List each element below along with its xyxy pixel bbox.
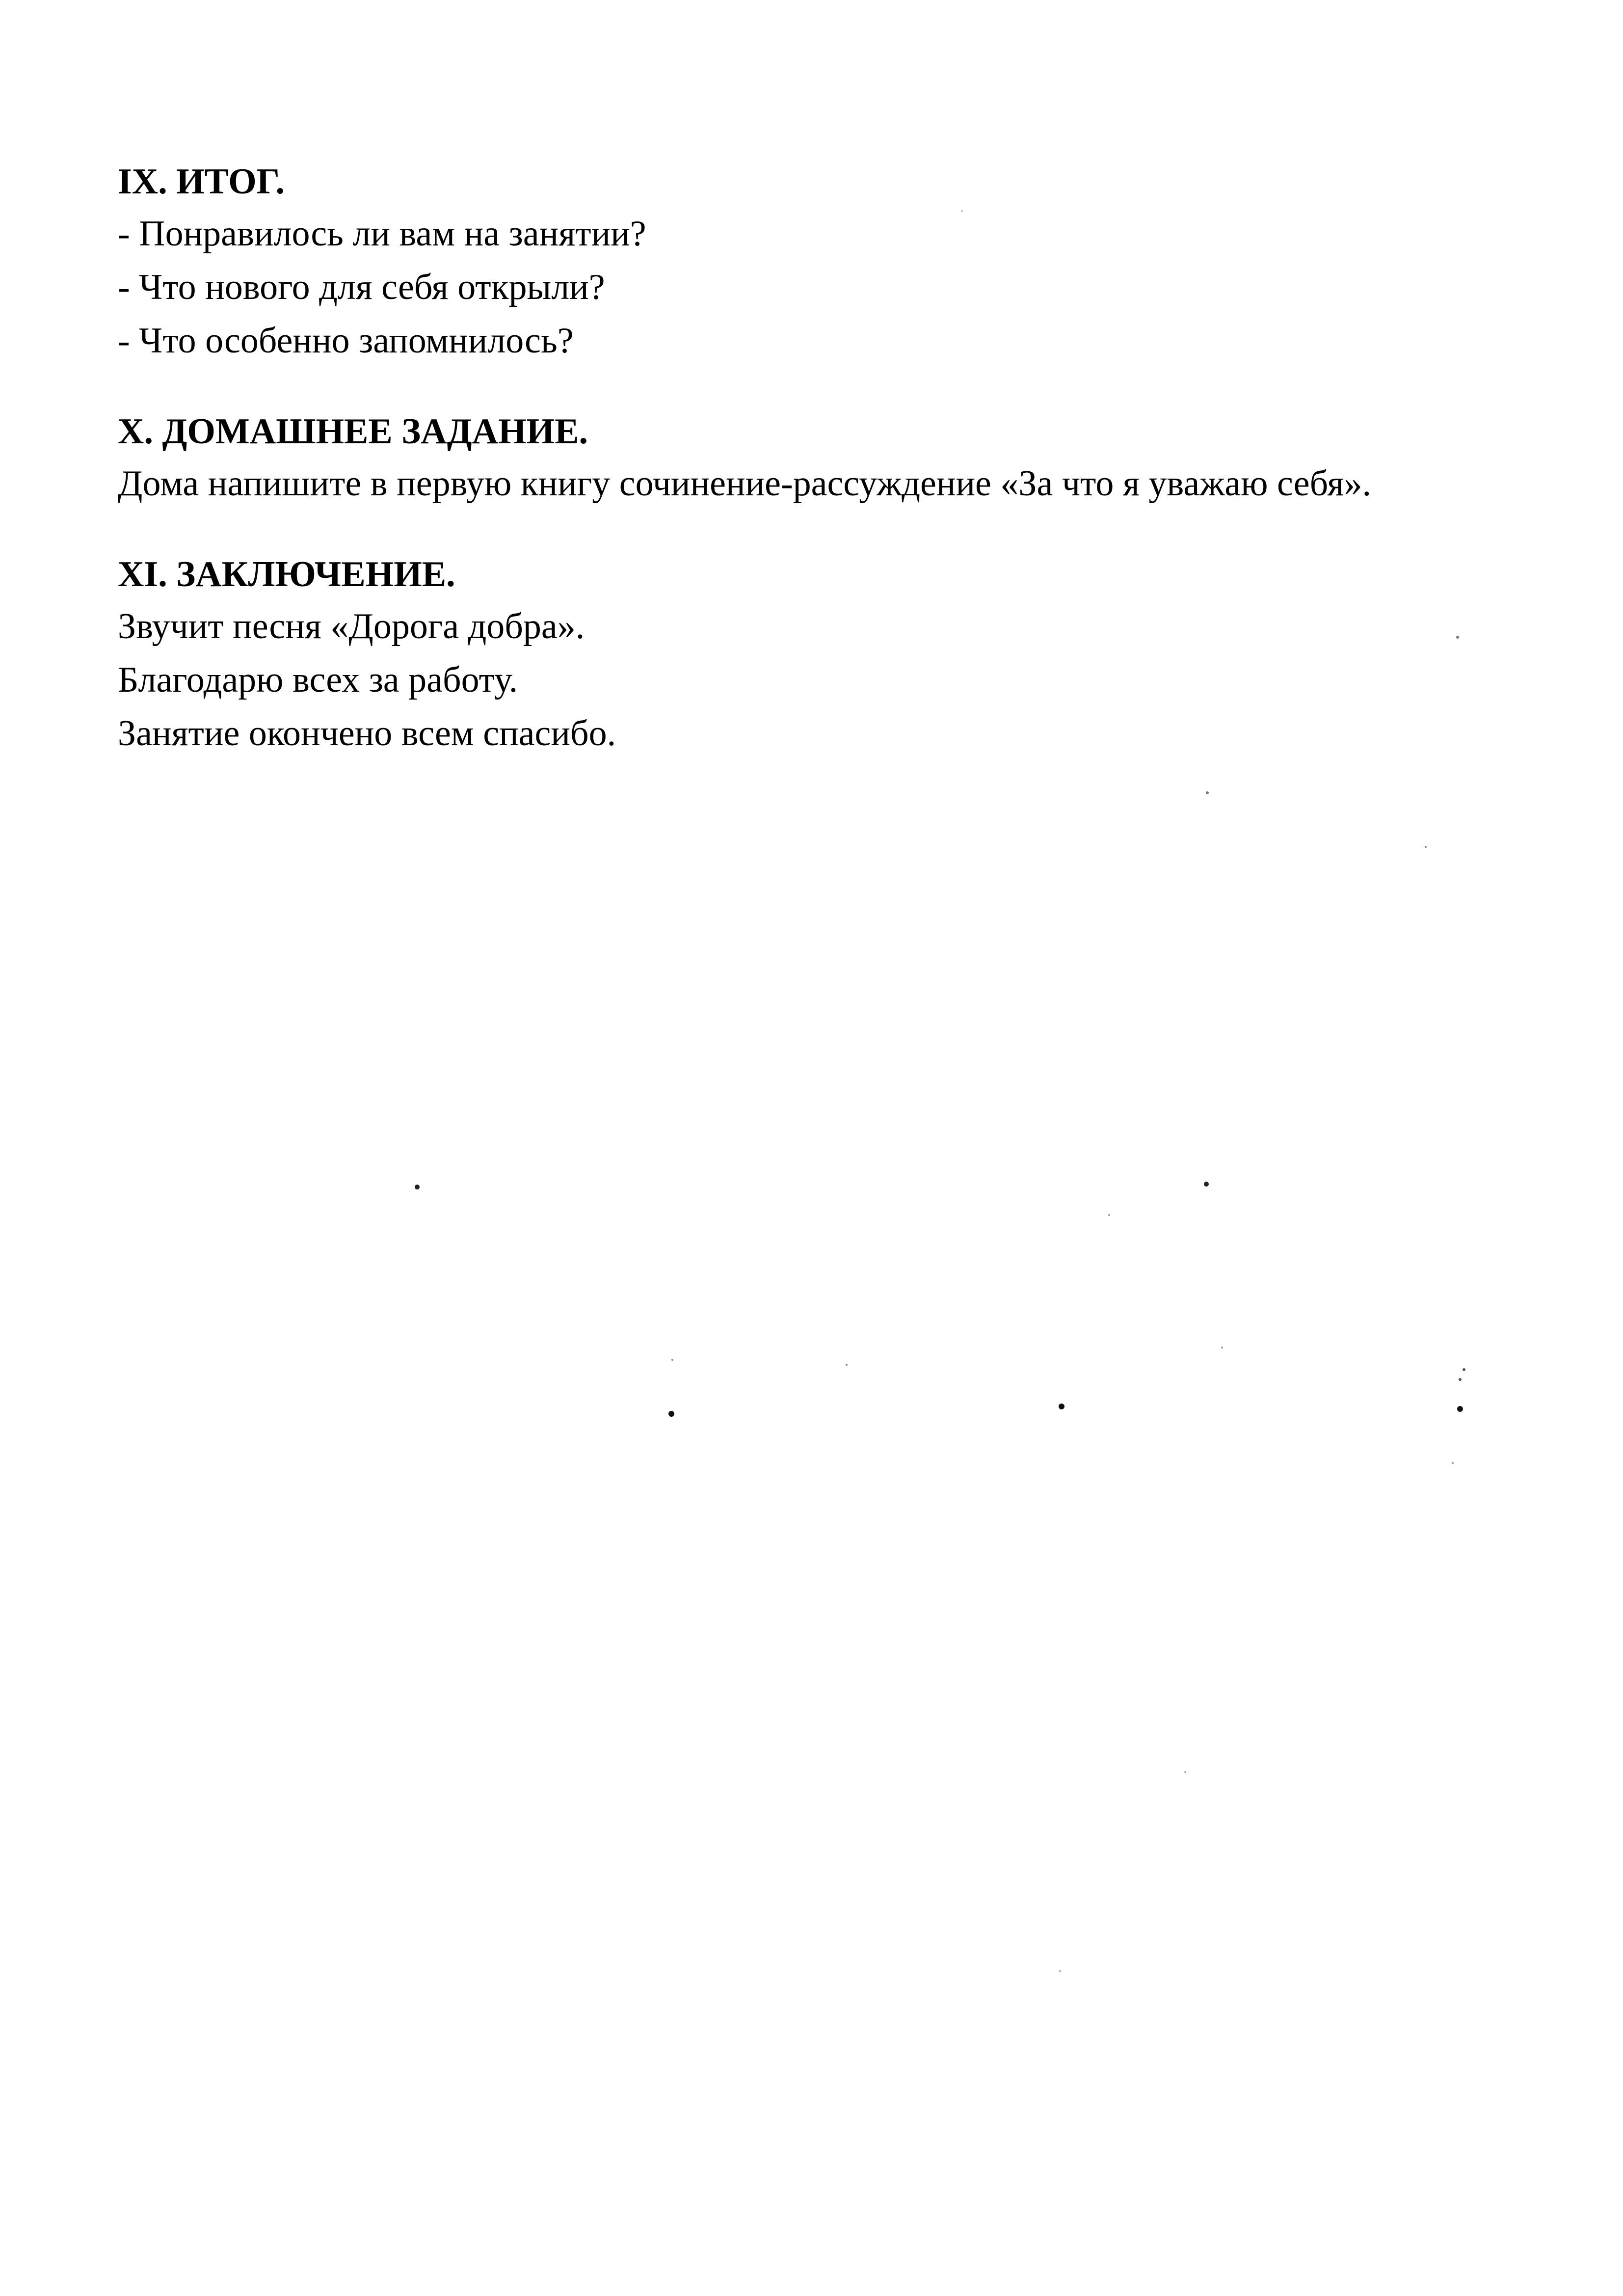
conclusion-line: Занятие окончено всем спасибо.: [118, 713, 616, 754]
section-conclusion: [118, 549, 1541, 760]
conclusion-line: Благодарю всех за работу.: [118, 660, 518, 700]
section-summary: [118, 156, 1541, 368]
section-heading: IX. ИТОГ.: [118, 162, 285, 202]
summary-question: - Что нового для себя открыли?: [118, 267, 605, 307]
summary-question: - Понравилось ли вам на занятии?: [118, 214, 646, 254]
document-content: [118, 156, 1541, 799]
section-homework: [118, 406, 1541, 511]
summary-question: - Что особенно запомнилось?: [118, 321, 574, 361]
homework-text: Дома напишите в первую книгу сочинение-рассуждение «За что я уважаю себя».: [118, 463, 1371, 504]
section-heading: X. ДОМАШНЕЕ ЗАДАНИЕ.: [118, 411, 588, 452]
section-heading: XI. ЗАКЛЮЧЕНИЕ.: [118, 554, 455, 594]
conclusion-line: Звучит песня «Дорога добра».: [118, 606, 585, 647]
